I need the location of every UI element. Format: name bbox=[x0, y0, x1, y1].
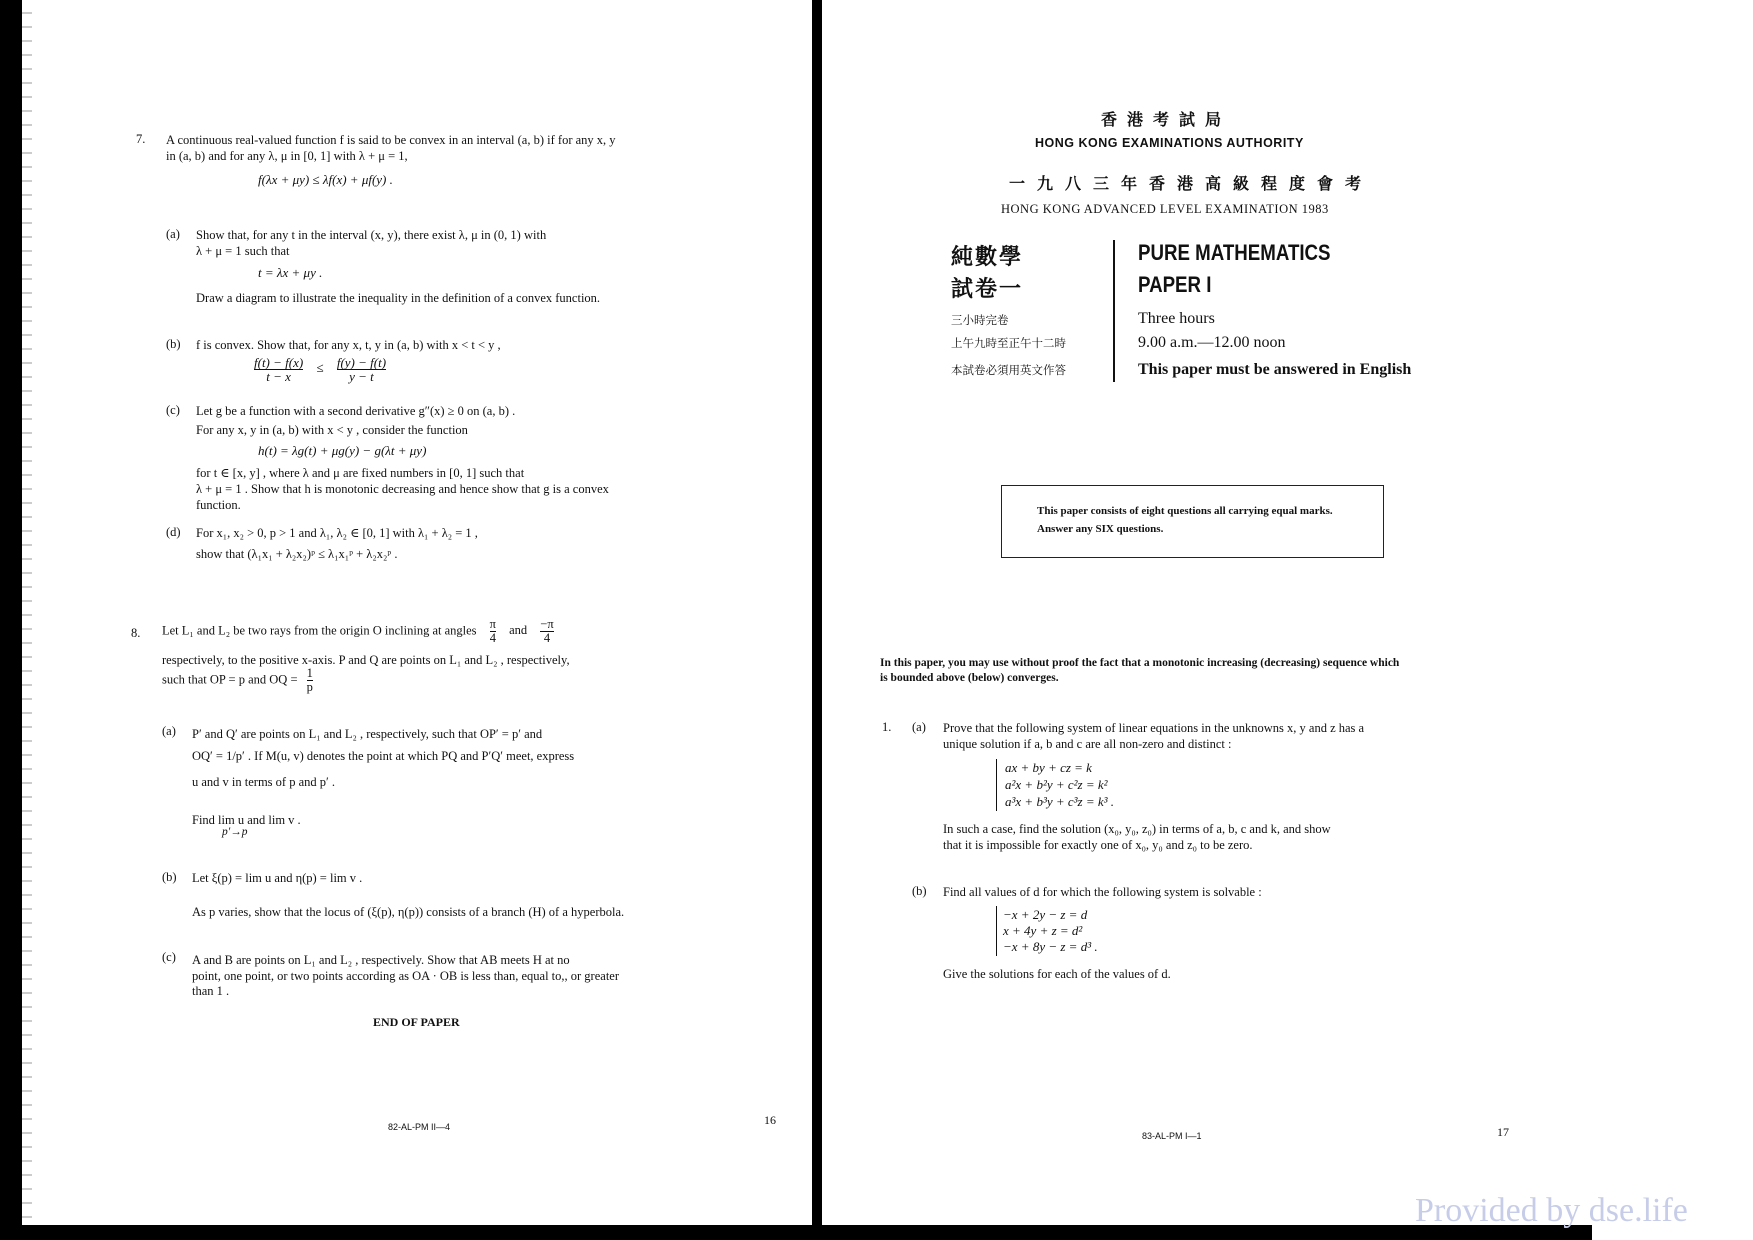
q7a-line2: λ + μ = 1 such that bbox=[196, 244, 290, 258]
left-footer-code: 82-AL-PM II—4 bbox=[388, 1122, 451, 1132]
q8a-line2: OQ′ = 1/p′ . If M(u, v) denotes the point at which PQ and P′Q′ meet, express bbox=[192, 749, 575, 763]
q8c-line3: than 1 . bbox=[192, 984, 230, 998]
q1b-equation3: −x + 8y − z = d³ . bbox=[1003, 939, 1098, 954]
q7d-label: (d) bbox=[166, 525, 181, 539]
q7b-line1: f is convex. Show that, for any x, t, y in (a, b) with x < t < y , bbox=[196, 338, 501, 352]
q8-angle2-den: 4 bbox=[543, 631, 551, 645]
paper-chinese: 試卷一 bbox=[951, 277, 1024, 302]
q7-definition-equation: f(λx + μy) ≤ λf(x) + μf(y) . bbox=[258, 172, 393, 187]
q1a-equation2: a²x + b²y + c²z = k² bbox=[1005, 777, 1108, 792]
q8-angle2-num: −π bbox=[540, 617, 554, 631]
language-chinese: 本試卷必須用英文作答 bbox=[951, 363, 1066, 377]
q7-intro-line2: in (a, b) and for any λ, μ in [0, 1] with λ + μ = 1, bbox=[166, 149, 408, 163]
source-watermark: Provided by dse.life bbox=[1415, 1192, 1688, 1229]
q1a-label: (a) bbox=[912, 720, 926, 734]
q8-number: 8. bbox=[131, 626, 141, 640]
q7b-numerator-1: f(t) − f(x) bbox=[254, 355, 304, 370]
q8c-label: (c) bbox=[162, 950, 176, 964]
q1-number: 1. bbox=[882, 720, 892, 734]
q7d-line1: For x₁, x₂ > 0, p > 1 and λ₁, λ₂ ∈ [0, 1] with λ₁ + λ₂ = 1 , bbox=[196, 526, 478, 540]
left-page bbox=[22, 0, 812, 1225]
q7c-line4: λ + μ = 1 . Show that h is monotonic decreasing and hence show that g is a convex bbox=[196, 482, 609, 496]
q7c-line1: Let g be a function with a second derivative g″(x) ≥ 0 on (a, b) . bbox=[196, 404, 516, 418]
q8a-line3: u and v in terms of p and p′ . bbox=[192, 775, 335, 789]
q8-intro-line3 bbox=[162, 667, 313, 694]
q7a-equation: t = λx + μy . bbox=[258, 265, 323, 280]
q1a-equation3: a³x + b³y + c³z = k³ . bbox=[1005, 794, 1115, 809]
right-page-number: 17 bbox=[1497, 1125, 1509, 1139]
q1a-system-brace bbox=[996, 759, 1000, 811]
q1a-line3: In such a case, find the solution (x₀, y₀, z₀) in terms of a, b, c and k, and show bbox=[943, 822, 1331, 836]
q7a-label: (a) bbox=[166, 227, 180, 241]
left-page-number: 16 bbox=[764, 1113, 776, 1127]
q8b-label: (b) bbox=[162, 870, 177, 884]
duration-chinese: 三小時完卷 bbox=[951, 313, 1009, 327]
q7c-label: (c) bbox=[166, 403, 180, 417]
q1b-equation2: x + 4y + z = d² bbox=[1003, 923, 1083, 938]
q8c-line2: point, one point, or two points according as OA · OB is less than, equal to,, or greater bbox=[192, 969, 620, 983]
language-english: This paper must be answered in English bbox=[1138, 361, 1412, 378]
q7c-equation: h(t) = λg(t) + μg(y) − g(λt + μy) bbox=[258, 443, 427, 458]
exam-chinese: 一九八三年香港高級程度會考 bbox=[1009, 174, 1374, 193]
q8-intro-line1 bbox=[162, 618, 554, 645]
q1a-line2: unique solution if a, b and c are all non-zero and distinct : bbox=[943, 737, 1232, 751]
q7a-line3: Draw a diagram to illustrate the inequality in the definition of a convex function. bbox=[196, 291, 601, 305]
q8-angle-and: and bbox=[509, 623, 528, 638]
time-chinese: 上午九時至正午十二時 bbox=[951, 336, 1066, 350]
q8a-line4: Find lim u and lim v . bbox=[192, 813, 301, 827]
q7a-line1: Show that, for any t in the interval (x, y), there exist λ, μ in (0, 1) with bbox=[196, 228, 547, 242]
q7b-denominator-2: y − t bbox=[349, 369, 374, 384]
q8-angle1-num: π bbox=[489, 617, 496, 631]
q8-intro-line3-text: such that OP = p and OQ = bbox=[162, 672, 298, 687]
q7c-line3: for t ∈ [x, y] , where λ and μ are fixed numbers in [0, 1] such that bbox=[196, 466, 525, 480]
q8a-line1: P′ and Q′ are points on L₁ and L₂ , respectively, such that OP′ = p′ and bbox=[192, 727, 543, 741]
q7c-line2: For any x, y in (a, b) with x < y , consider the function bbox=[196, 423, 468, 437]
q7d-line2: show that (λ₁x₁ + λ₂x₂)ᵖ ≤ λ₁x₁ᵖ + λ₂x₂ᵖ . bbox=[196, 547, 398, 561]
authority-chinese: 香港考試局 bbox=[1101, 110, 1232, 129]
instructions-line1: This paper consists of eight questions all carrying equal marks. bbox=[1037, 505, 1333, 517]
title-divider bbox=[1113, 240, 1115, 382]
q7b-numerator-2: f(y) − f(t) bbox=[336, 355, 387, 370]
q1b-equation1: −x + 2y − z = d bbox=[1003, 907, 1088, 922]
q8a-label: (a) bbox=[162, 724, 176, 738]
q1b-line2: Give the solutions for each of the values of d. bbox=[943, 967, 1171, 981]
q8b-line1: Let ξ(p) = lim u and η(p) = lim v . bbox=[192, 871, 363, 885]
q1a-line4: that it is impossible for exactly one of x₀, y₀ and z₀ to be zero. bbox=[943, 838, 1253, 852]
q1a-line1: Prove that the following system of linear equations in the unknowns x, y and z has a bbox=[943, 721, 1365, 735]
q7-number: 7. bbox=[136, 132, 146, 146]
q8-angle1-den: 4 bbox=[489, 631, 496, 645]
q7c-line5: function. bbox=[196, 498, 241, 512]
page-margin bbox=[1592, 0, 1753, 1240]
q7b-relation: ≤ bbox=[316, 360, 324, 376]
duration-english: Three hours bbox=[1138, 310, 1215, 327]
subject-english: PURE MATHEMATICS bbox=[1138, 240, 1331, 265]
preamble-line1: In this paper, you may use without proof the fact that a monotonic increasing (decreasing) sequence which bbox=[880, 657, 1400, 669]
q1b-system-brace bbox=[996, 906, 1000, 956]
authority-english: HONG KONG EXAMINATIONS AUTHORITY bbox=[1035, 136, 1304, 150]
instructions-box bbox=[1001, 485, 1384, 558]
q7b-label: (b) bbox=[166, 337, 181, 351]
q8-intro-text: Let L₁ and L₂ be two rays from the origin O inclining at angles bbox=[162, 623, 477, 638]
subject-chinese: 純數學 bbox=[951, 245, 1024, 270]
q7b-inequality bbox=[254, 356, 386, 383]
end-of-paper: END OF PAPER bbox=[373, 1015, 460, 1029]
q8-oq-den: p bbox=[306, 680, 313, 694]
scan-edge bbox=[22, 0, 32, 1225]
q8c-line1: A and B are points on L₁ and L₂ , respectively. Show that AB meets H at no bbox=[192, 953, 570, 967]
preamble-line2: is bounded above (below) converges. bbox=[880, 672, 1059, 684]
instructions-line2: Answer any SIX questions. bbox=[1037, 523, 1164, 535]
exam-english: HONG KONG ADVANCED LEVEL EXAMINATION 1983 bbox=[1001, 202, 1329, 216]
q7b-denominator-1: t − x bbox=[266, 369, 291, 384]
time-english: 9.00 a.m.—12.00 noon bbox=[1138, 334, 1286, 351]
q8-oq-num: 1 bbox=[306, 666, 313, 680]
q8-intro-line2: respectively, to the positive x-axis. P and Q are points on L₁ and L₂ , respectively, bbox=[162, 653, 570, 667]
q1b-label: (b) bbox=[912, 884, 927, 898]
right-footer-code: 83-AL-PM I—1 bbox=[1142, 1131, 1202, 1141]
paper-english: PAPER I bbox=[1138, 272, 1212, 297]
q1a-equation1: ax + by + cz = k bbox=[1005, 760, 1092, 775]
q8a-limit-subscript: p′→p bbox=[222, 826, 248, 838]
q1b-line1: Find all values of d for which the following system is solvable : bbox=[943, 885, 1262, 899]
q8b-line2: As p varies, show that the locus of (ξ(p), η(p)) consists of a branch (H) of a hyperbola. bbox=[192, 905, 625, 919]
q7-intro-line1: A continuous real-valued function f is said to be convex in an interval (a, b) if for any x, y bbox=[166, 133, 616, 147]
